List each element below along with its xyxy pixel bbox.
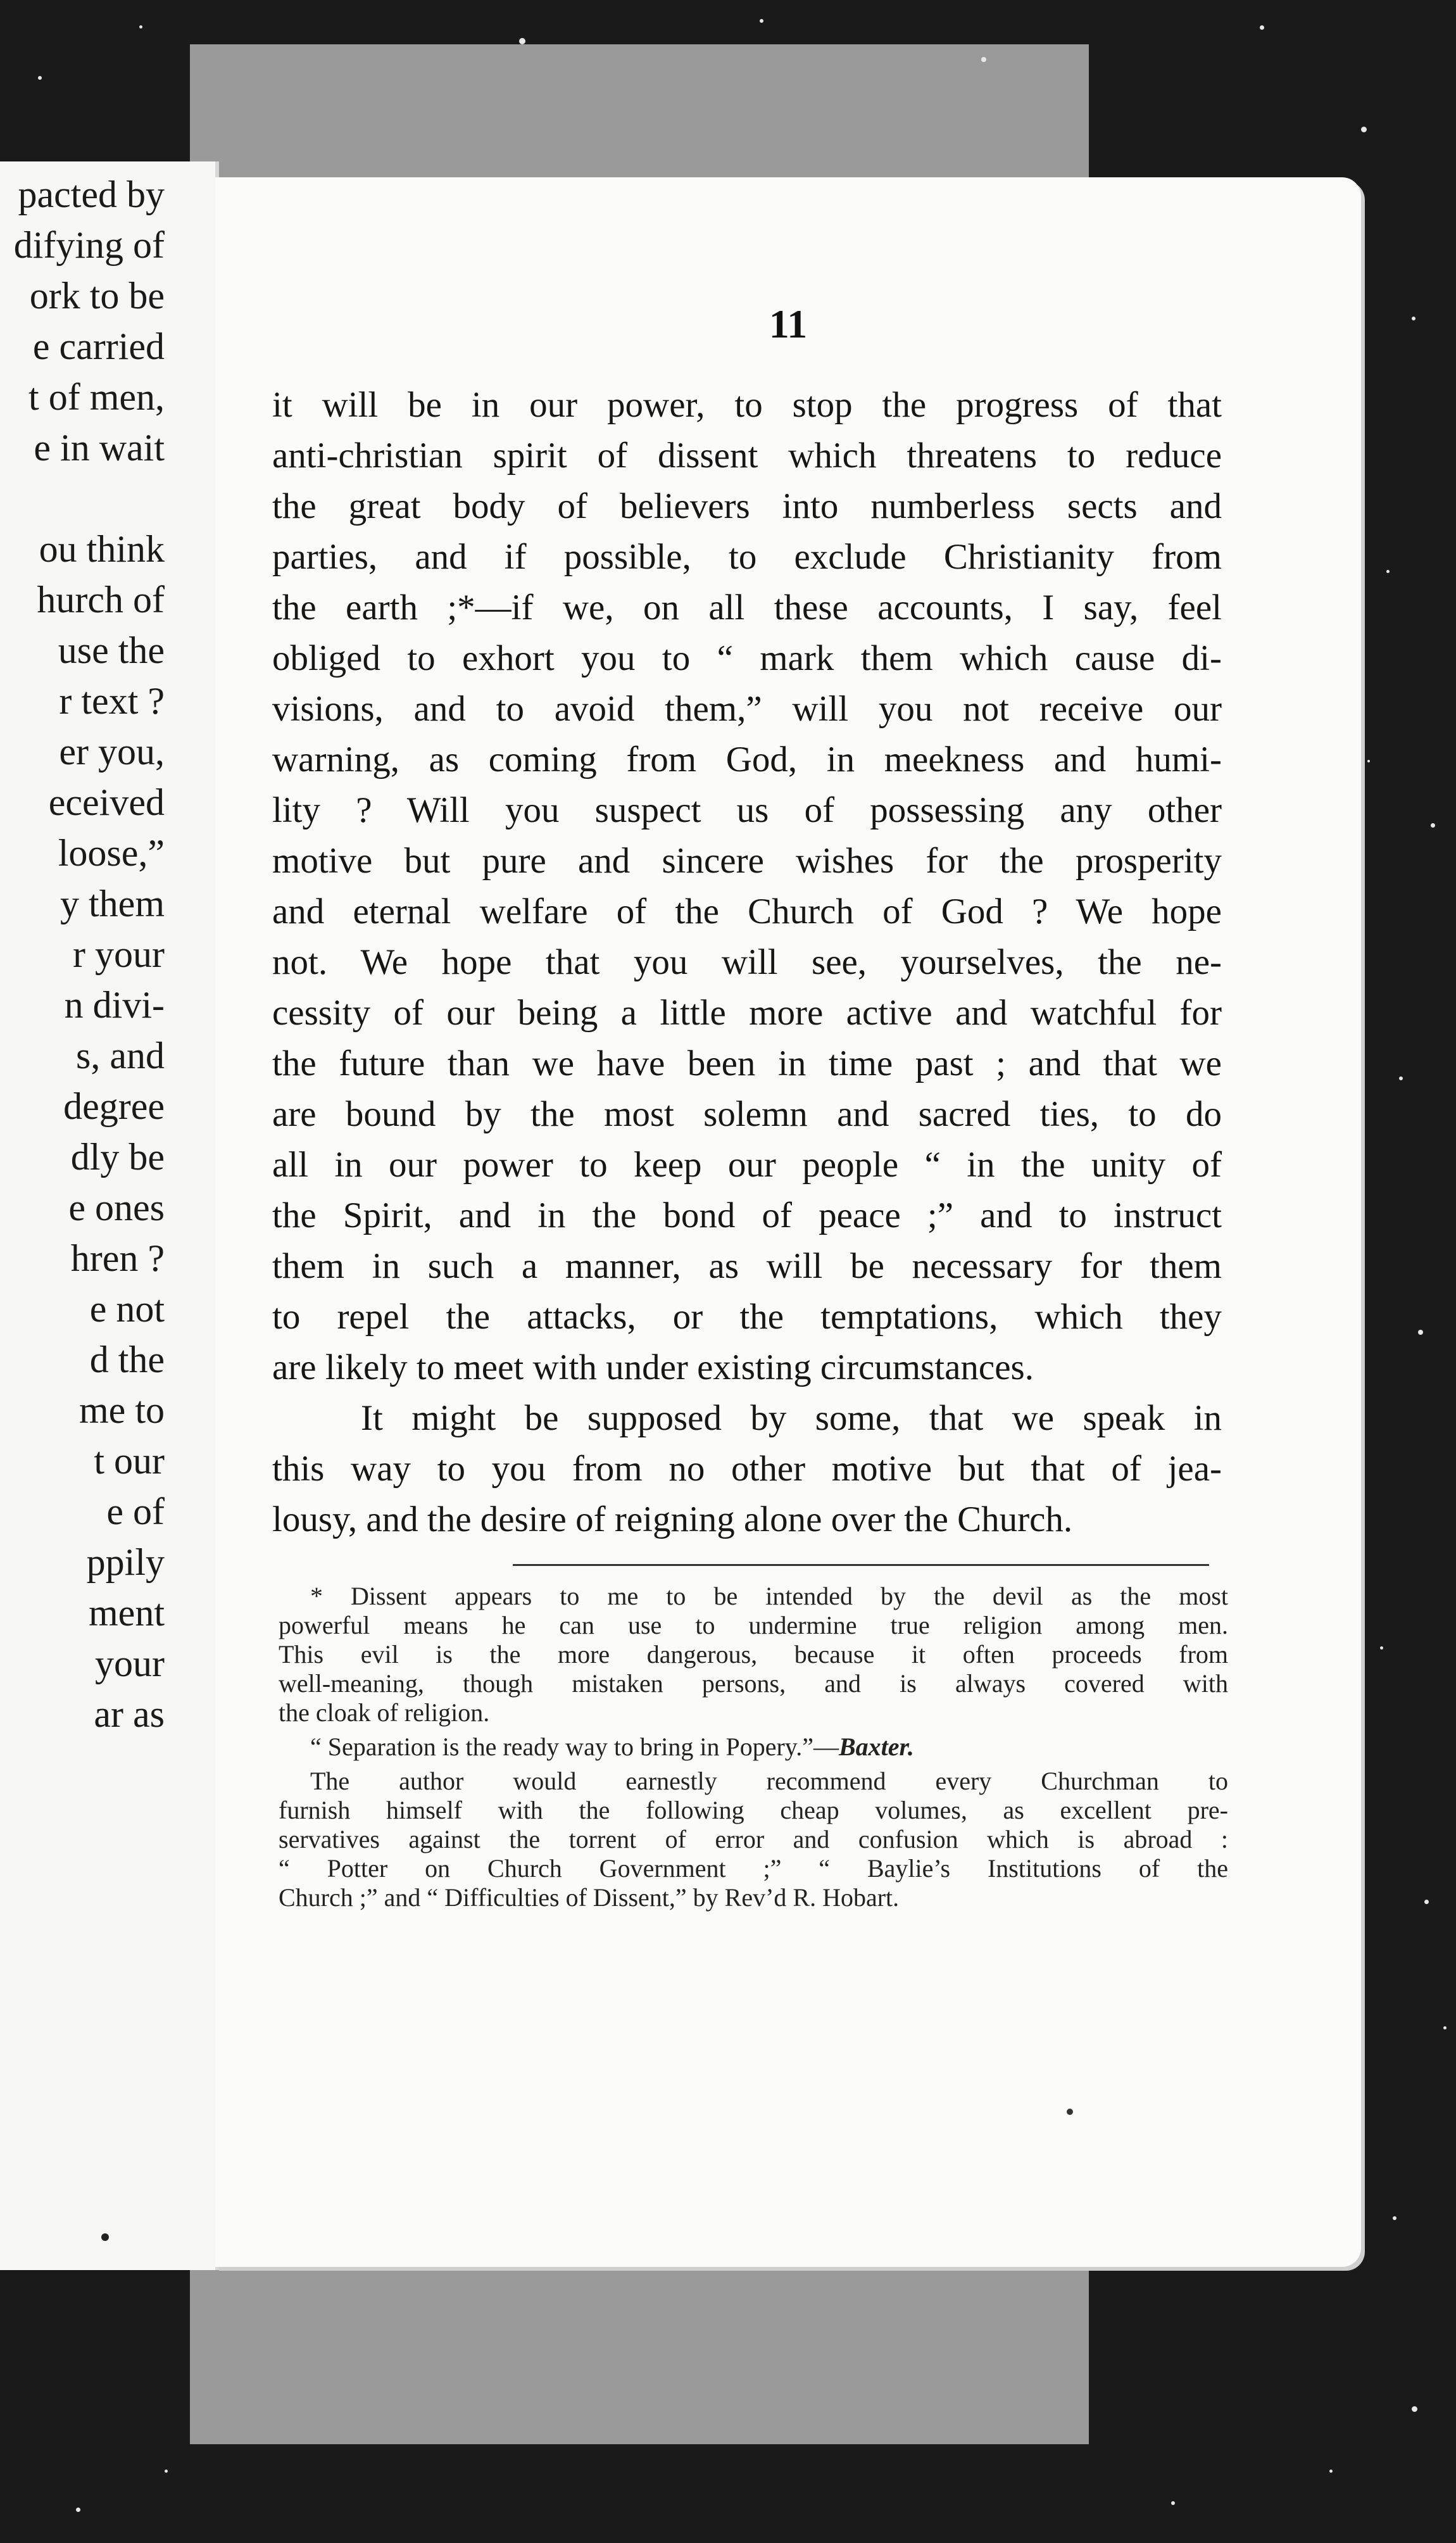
body-line: it will be in our power, to stop the progress of that — [272, 385, 1222, 425]
facing-page-line: n divi- — [64, 984, 165, 1026]
page-number: 11 — [769, 301, 808, 346]
page — [215, 177, 1361, 2267]
facing-page-line: e of — [106, 1491, 165, 1532]
facing-page-line: loose,” — [58, 832, 165, 874]
dust-speck — [1431, 823, 1435, 828]
facing-page-line: your — [95, 1643, 165, 1684]
dust-speck — [1443, 2026, 1447, 2029]
facing-page-line: hurch of — [37, 579, 165, 621]
dust-speck — [1367, 760, 1370, 762]
ink-dot — [1067, 2109, 1073, 2115]
dust-speck — [1329, 2470, 1333, 2473]
facing-page-line: me to — [79, 1389, 165, 1431]
body-line: obliged to exhort you to “ mark them which cause di- — [272, 638, 1222, 678]
dust-speck — [38, 76, 42, 80]
facing-page-line: ment — [89, 1592, 165, 1634]
facing-page-line: hren ? — [70, 1237, 165, 1279]
footnote-line: servatives against the torrent of error and confusion which is abroad : — [279, 1825, 1228, 1853]
footnote-quote: “ Separation is the ready way to bring in Popery.”— — [310, 1732, 839, 1761]
footnote-line: “ Potter on Church Government ;” “ Baylie’s Institutions of the — [279, 1854, 1228, 1883]
facing-page-line: t our — [94, 1440, 165, 1482]
facing-page-line: dly be — [70, 1136, 165, 1178]
footnote-separation — [279, 1732, 1228, 1762]
body-line: all in our power to keep our people “ in the unity of — [272, 1145, 1222, 1185]
footnote-line: furnish himself with the following cheap volumes, as excellent pre- — [279, 1796, 1228, 1824]
dust-speck — [1380, 1646, 1383, 1650]
facing-page-line: eceived — [48, 781, 165, 823]
dust-speck — [1171, 2501, 1175, 2505]
facing-page-line: e ones — [68, 1187, 165, 1228]
dust-speck — [1399, 1076, 1403, 1080]
facing-page-line: y them — [60, 883, 165, 924]
body-line: the Spirit, and in the bond of peace ;” and to instruct — [272, 1196, 1222, 1235]
footnote-line: The author would earnestly recommend every Churchman to — [310, 1767, 1228, 1795]
footnote-line: * Dissent appears to me to be intended by the devil as the most — [310, 1582, 1228, 1610]
facing-page-line: er you, — [59, 731, 165, 773]
footnote-rule — [513, 1564, 1209, 1566]
body-line: It might be supposed by some, that we speak in — [361, 1398, 1222, 1438]
body-line: to repel the attacks, or the temptations, which they — [272, 1297, 1222, 1337]
body-line: are bound by the most solemn and sacred ties, to do — [272, 1094, 1222, 1134]
facing-page-line: s, and — [76, 1035, 165, 1076]
dust-speck — [76, 2508, 80, 2512]
body-line: them in such a manner, as will be necessary for them — [272, 1246, 1222, 1286]
facing-page-line: e in wait — [34, 427, 165, 469]
facing-page-line: difying of — [13, 224, 165, 266]
footnote-recommendation — [279, 1767, 1228, 1912]
dust-speck — [760, 19, 763, 23]
body-line: cessity of our being a little more active and watchful for — [272, 993, 1222, 1033]
body-line: visions, and to avoid them,” will you not receive our — [272, 689, 1222, 729]
body-line: warning, as coming from God, in meekness and humi- — [272, 740, 1222, 779]
facing-page-line: r your — [73, 933, 165, 975]
body-line: lousy, and the desire of reigning alone over the Church. — [272, 1499, 1073, 1539]
dust-speck — [1361, 127, 1367, 132]
facing-page-line: use the — [58, 629, 165, 671]
dust-speck — [1424, 1900, 1429, 1904]
dust-speck — [1412, 317, 1415, 320]
dust-speck — [165, 2470, 168, 2473]
facing-page-line: e not — [89, 1288, 165, 1330]
body-line: the future than we have been in time past ; and that we — [272, 1044, 1222, 1083]
facing-page-line: e carried — [32, 325, 165, 367]
body-line: lity ? Will you suspect us of possessing any other — [272, 790, 1222, 830]
facing-page-line: ou think — [39, 528, 165, 570]
dust-speck — [981, 57, 986, 62]
body-line: are likely to meet with under existing circumstances. — [272, 1347, 1034, 1387]
footnote-line: This evil is the more dangerous, because it often proceeds from — [279, 1640, 1228, 1669]
footnote-line — [279, 1732, 1228, 1762]
footnote-line: the cloak of religion. — [279, 1698, 490, 1727]
body-line: parties, and if possible, to exclude Christianity from — [272, 537, 1222, 577]
body-text — [272, 380, 1222, 1545]
facing-page-line: r text ? — [59, 680, 165, 722]
ink-dot — [101, 2233, 109, 2241]
facing-page-line: pacted by — [18, 174, 165, 215]
dust-speck — [1386, 570, 1390, 573]
body-line: motive but pure and sincere wishes for the prosperity — [272, 841, 1222, 881]
body-line: and eternal welfare of the Church of God ? We hope — [272, 892, 1222, 931]
facing-page-line: ar as — [94, 1693, 165, 1735]
facing-page-line: degree — [63, 1085, 165, 1127]
body-line: this way to you from no other motive but that of jea- — [272, 1449, 1222, 1489]
facing-page-line: ork to be — [29, 275, 165, 317]
facing-page-left — [0, 161, 219, 2270]
facing-page-line: ppily — [86, 1541, 165, 1583]
body-line: the earth ;*—if we, on all these accounts, I say, feel — [272, 588, 1222, 628]
footnote-line: well-meaning, though mistaken persons, and is always covered with — [279, 1669, 1228, 1698]
facing-page-line: d the — [89, 1339, 165, 1380]
footnote-dissent — [279, 1582, 1228, 1727]
footnote-author: Baxter. — [838, 1732, 914, 1761]
dust-speck — [1260, 25, 1264, 30]
body-line: not. We hope that you will see, yourselves, the ne- — [272, 942, 1222, 982]
body-line: the great body of believers into numberless sects and — [272, 486, 1222, 526]
dust-speck — [1418, 1330, 1423, 1335]
footnote-line: Church ;” and “ Difficulties of Dissent,” by Rev’d R. Hobart. — [279, 1883, 900, 1912]
dust-speck — [1412, 2406, 1417, 2412]
body-line: anti-christian spirit of dissent which threatens to reduce — [272, 436, 1222, 476]
dust-speck — [139, 25, 142, 28]
footnotes — [279, 1582, 1228, 1917]
footnote-line: powerful means he can use to undermine true religion among men. — [279, 1611, 1228, 1639]
facing-page-line: t of men, — [28, 376, 165, 418]
dust-speck — [1393, 2216, 1396, 2220]
dust-speck — [519, 38, 525, 44]
